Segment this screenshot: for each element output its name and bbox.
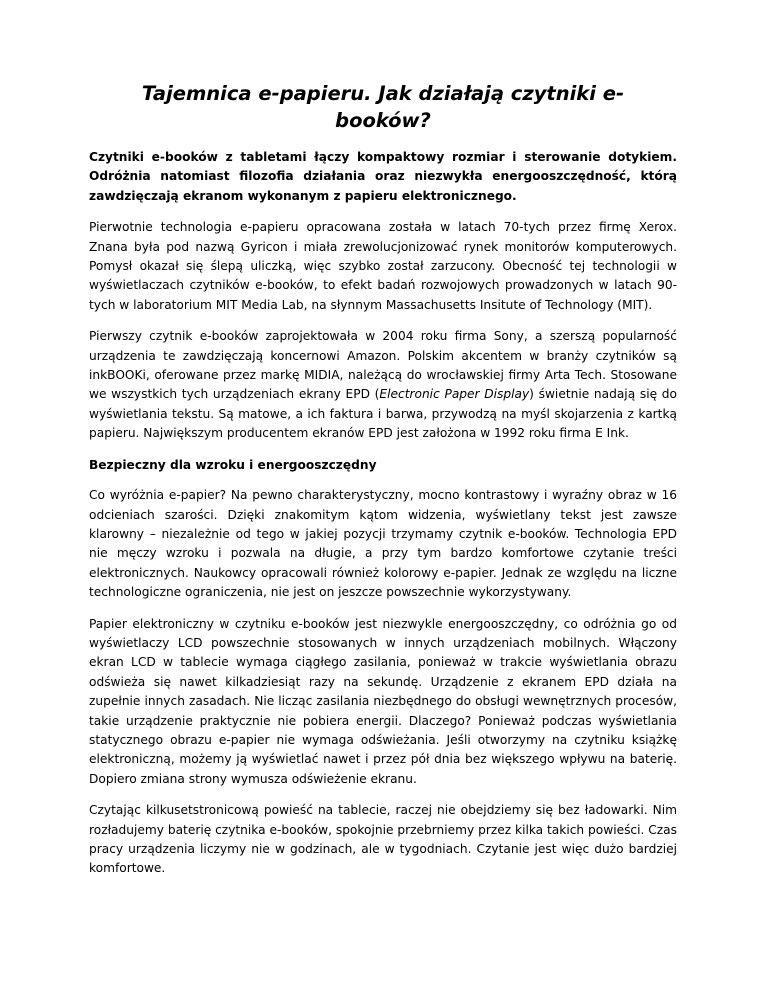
emphasis-electronic-paper-display: Electronic Paper Display: [379, 387, 530, 402]
section-heading: Bezpieczny dla wzroku i energooszczędny: [89, 457, 377, 472]
paragraph-features: Co wyróżnia e-papier? Na pewno charakterystyczny, mocno kontrastowy i wyraźny obraz w 16 odcieniach szarości. Dzięki znakomitym kątom widzenia, wyświetlany tekst jest zawsze klarowny – niezależnie od tego w jakiej pozycji trzymamy czytnik e-booków. Technologia EPD nie męczy wzroku i pozwala na długie, a przy tym bardzo komfortowe czytanie treści elektronicznych. Naukowcy opracowali również kolorowy e-papier. Jednak ze względu na liczne technologiczne ograniczenia, nie jest on jeszcze powszechnie wykorzystywany.: [89, 488, 677, 600]
paragraph-text-part: Pierwszy czytnik e-booków zaprojektowała w 2004 roku firma Sony, a szerszą popularność urządzenia te zawdzięczają koncernowi Amazon. Polskim akcentem w branży czytników są inkBOOKi, oferowane przez markę MIDIA, należącą do wrocławskiej firmy Arta Tech. Stosowane we wszystkich tych urządzeniach ekrany EPD (: [89, 329, 677, 402]
paragraph-text-part: ) świetnie nadają się do wyświetlania tekstu. Są matowe, a ich faktura i barwa, przywodzą na myśl skojarzenia z kartką papieru. Największym producentem ekranów EPD jest założona w 1992 roku firma E Ink.: [89, 387, 677, 441]
paragraph-battery-life: Czytając kilkusetstronicową powieść na tablecie, raczej nie obejdziemy się bez ładowarki. Nim rozładujemy baterię czytnika e-booków, spokojnie przebrniemy przez kilka takich powieści. Czas pracy urządzenia liczymy nie w godzinach, ale w tygodniach. Czytanie jest więc dużo bardziej komfortowe.: [89, 803, 677, 876]
paragraph-history: Pierwotnie technologia e-papieru opracowana została w latach 70-tych przez firmę Xerox. Znana była pod nazwą Gyricon i miała zrewolucjonizować rynek monitorów komputerowych. Pomysł okazał się ślepą uliczką, więc szybko został zarzucony. Obecność tej technologii w wyświetlaczach czytników e-booków, to efekt badań rozwojowych prowadzonych w latach 90-tych w laboratorium MIT Media Lab, na słynnym Massachusetts Insitute of Technology (MIT).: [89, 220, 677, 312]
paragraph-first-readers: [89, 327, 677, 443]
paragraph-energy-efficiency: Papier elektroniczny w czytniku e-booków jest niezwykle energooszczędny, co odróżnia go od wyświetlaczy LCD powszechnie stosowanych w innych urządzeniach mobilnych. Włączony ekran LCD w tablecie wymaga ciągłego zasilania, ponieważ w trakcie wyświetlania obrazu odświeża się nawet kilkadziesiąt razy na sekundę. Urządzenie z ekranem EPD działa na zupełnie innych zasadach. Nie licząc zasilania niezbędnego do obsługi wewnętrznych procesów, takie urządzenie praktycznie nie pobiera energii. Dlaczego? Ponieważ podczas wyświetlania statycznego obrazu e-papier nie wymaga odświeżania. Jeśli otworzymy na czytniku książkę elektroniczną, możemy ją wyświetlać nawet i przez pół dnia bez większego wpływu na baterię. Dopiero zmiana strony wymusza odświeżenie ekranu.: [89, 616, 677, 786]
article-title: Tajemnica e-papieru. Jak działają czytniki e-booków?: [141, 82, 625, 132]
document-page: [89, 80, 677, 891]
article-lead: Czytniki e-booków z tabletami łączy kompaktowy rozmiar i sterowanie dotykiem. Odróżnia natomiast filozofia działania oraz niezwykła energooszczędność, którą zawdzięczają ekranom wykonanym z papieru elektronicznego.: [89, 150, 677, 203]
